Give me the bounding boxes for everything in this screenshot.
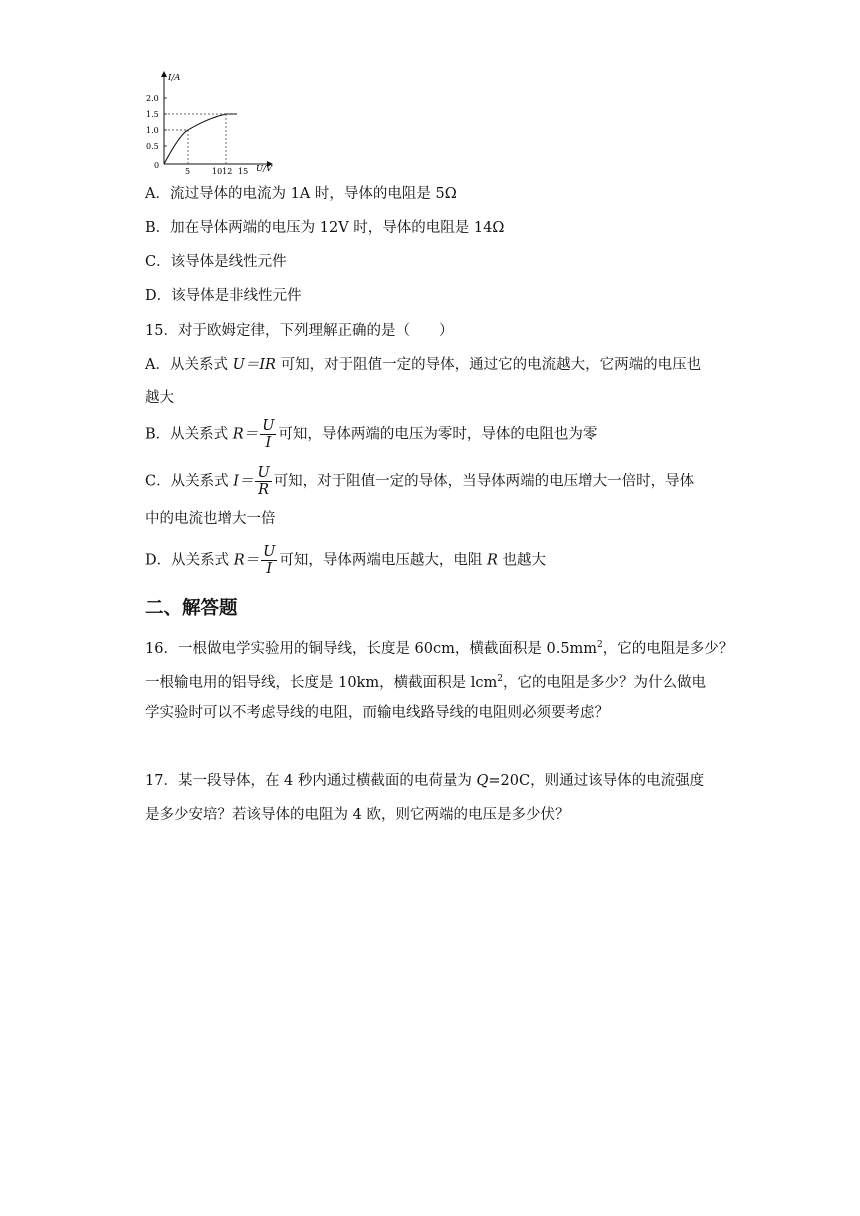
q15-option-c-cont: 中的电流也增大一倍 xyxy=(145,511,276,527)
y-tick-label: 2.0 xyxy=(146,94,159,103)
q14-option-c: C．该导体是线性元件 xyxy=(145,254,287,270)
q16-line-2: 一根输电用的铝导线，长度是 10km，横截面积是 lcm$^2$，它的电阻是多少？为什么做电 xyxy=(145,674,706,691)
q16-line-1: 16．一根做电学实验用的铜导线，长度是 60cm，横截面积是 $0.5mm^2$，它的电阻是多少？ xyxy=(145,640,734,657)
y-tick-label: 1.0 xyxy=(146,126,159,135)
q14-option-a: A．流过导体的电流为 1A 时，导体的电阻是 5Ω xyxy=(145,186,457,202)
q14-option-d: D．该导体是非线性元件 xyxy=(145,288,302,304)
formula: U＝IR xyxy=(232,357,276,373)
x-tick-label: 15 xyxy=(238,167,249,176)
origin-label: 0 xyxy=(154,161,160,170)
q15-option-d: D．从关系式 R＝ $\frac{U}{I}$ 可知，导体两端电压越大，电阻 R 也越大 xyxy=(145,544,547,577)
x-tick-label: 1012 xyxy=(212,167,233,176)
fraction: $\frac{U}{I}$ xyxy=(263,544,276,577)
q16-line-3: 学实验时可以不考虑导线的电阻，而输电线路导线的电阻则必须要考虑？ xyxy=(145,705,609,721)
q15-option-a: A．从关系式 U＝IR 可知，对于阻值一定的导体，通过它的电流越大，它两端的电压也 xyxy=(145,357,702,373)
x-axis-label: U/V xyxy=(256,164,273,174)
iu-graph xyxy=(140,68,280,176)
section-title: 二、解答题 xyxy=(145,598,238,619)
q15-option-c: C．从关系式 I＝ $\frac{U}{R}$ 可知，对于阻值一定的导体，当导体两端的电压增大一倍时，导体 xyxy=(145,465,695,498)
q15-option-a-cont: 越大 xyxy=(145,390,174,406)
q15-stem: 15．对于欧姆定律，下列理解正确的是（ ） xyxy=(145,323,454,339)
q14-option-b: B．加在导体两端的电压为 12V 时，导体的电阻是 14Ω xyxy=(145,220,505,236)
y-tick-label: 1.5 xyxy=(146,110,159,119)
q15-option-b: B．从关系式 R＝ $\frac{U}{I}$ 可知，导体两端的电压为零时，导体的电阻也为零 xyxy=(145,418,598,451)
fraction: $\frac{U}{I}$ xyxy=(262,418,275,451)
y-axis-label: I/A xyxy=(168,73,181,83)
x-tick-label: 5 xyxy=(185,167,191,176)
q17-line-2: 是多少安培？若该导体的电阻为 4 欧，则它两端的电压是多少伏？ xyxy=(145,807,570,823)
q17-line-1: 17．某一段导体，在 4 秒内通过横截面的电荷量为 Q=20C，则通过该导体的电流强度 xyxy=(145,773,705,789)
y-tick-label: 0.5 xyxy=(146,142,159,151)
fraction: $\frac{U}{R}$ xyxy=(257,465,270,498)
